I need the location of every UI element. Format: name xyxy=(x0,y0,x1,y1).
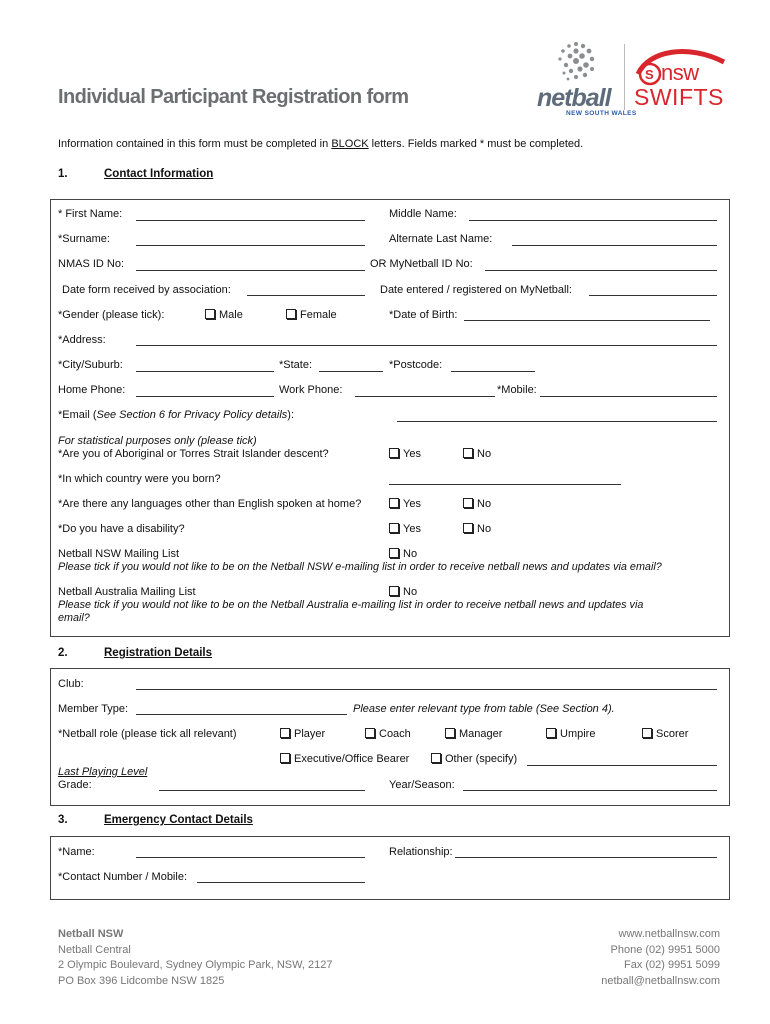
checkbox-icon[interactable] xyxy=(205,309,215,319)
home-phone-label: Home Phone: xyxy=(58,384,126,396)
role-coach-option[interactable]: Coach xyxy=(365,728,411,740)
mobile-label: *Mobile: xyxy=(497,384,537,396)
nsw-wordmark: nsw xyxy=(661,60,699,85)
footer-address xyxy=(58,927,333,989)
nsw-mailing-label: Netball NSW Mailing List xyxy=(58,548,180,560)
postcode-label: *Postcode: xyxy=(389,359,443,371)
city-label: *City/Suburb: xyxy=(58,359,123,371)
footer-line4: PO Box 396 Lidcombe NSW 1825 xyxy=(58,974,225,987)
intro-text: Information contained in this form must be completed in BLOCK letters. Fields marked * must be completed. xyxy=(58,138,584,150)
languages-no-option[interactable]: No xyxy=(463,498,491,510)
checkbox-icon[interactable] xyxy=(280,753,290,763)
nsw-mailing-note: Please tick if you would not like to be on the Netball NSW e-mailing list in order to receive netball news and updates via email? xyxy=(58,561,662,573)
footer-contact xyxy=(601,927,720,989)
aus-mailing-note-end: email? xyxy=(58,612,90,624)
nmas-id-field[interactable] xyxy=(136,270,365,271)
checkbox-icon[interactable] xyxy=(389,586,399,596)
member-type-note: Please enter relevant type from table (See Section 4). xyxy=(353,703,615,715)
emergency-name-label: *Name: xyxy=(58,846,95,858)
checkbox-icon[interactable] xyxy=(445,728,455,738)
postcode-field[interactable] xyxy=(451,371,535,372)
footer-fax: Fax (02) 9951 5099 xyxy=(623,959,720,971)
checkbox-icon[interactable] xyxy=(463,498,473,508)
netball-role-label: *Netball role (please tick all relevant) xyxy=(58,728,237,740)
disability-no-option[interactable]: No xyxy=(463,523,491,535)
middle-name-field[interactable] xyxy=(469,220,717,221)
mobile-field[interactable] xyxy=(540,396,717,397)
section1-title: Contact Information xyxy=(104,168,214,180)
aboriginal-question: *Are you of Aboriginal or Torres Strait Islander descent? xyxy=(58,448,329,460)
disability-yes-option[interactable]: Yes xyxy=(389,523,421,535)
contact-number-field[interactable] xyxy=(197,882,365,883)
footer-line3: 2 Olympic Boulevard, Sydney Olympic Park, NSW, 2127 xyxy=(58,959,333,971)
emergency-name-field[interactable] xyxy=(136,857,365,858)
relationship-field[interactable] xyxy=(455,857,717,858)
form-title: Individual Participant Registration form xyxy=(58,86,409,108)
year-season-label: Year/Season: xyxy=(389,779,455,791)
role-executive-option[interactable]: Executive/Office Bearer xyxy=(280,753,409,765)
role-other-option[interactable]: Other (specify) xyxy=(431,753,517,765)
club-field[interactable] xyxy=(136,689,717,690)
netball-wordmark: netball xyxy=(537,84,611,112)
checkbox-icon[interactable] xyxy=(389,548,399,558)
checkbox-icon[interactable] xyxy=(389,448,399,458)
checkbox-icon[interactable] xyxy=(286,309,296,319)
footer-email: netball@netballnsw.com xyxy=(601,974,720,987)
disability-question: *Do you have a disability? xyxy=(58,523,185,535)
svg-text:S: S xyxy=(645,67,654,82)
swifts-wordmark: SWIFTS xyxy=(634,84,724,110)
state-field[interactable] xyxy=(319,371,383,372)
last-playing-level-heading: Last Playing Level xyxy=(58,766,148,778)
middle-name-label: Middle Name: xyxy=(389,208,457,220)
footer-phone: Phone (02) 9951 5000 xyxy=(610,943,720,956)
alternate-last-name-field[interactable] xyxy=(512,245,717,246)
email-label: *Email (See Section 6 for Privacy Policy details): xyxy=(58,409,295,421)
alternate-last-name-label: Alternate Last Name: xyxy=(389,233,493,245)
date-received-field[interactable] xyxy=(247,295,365,296)
checkbox-icon[interactable] xyxy=(431,753,441,763)
checkbox-icon[interactable] xyxy=(365,728,375,738)
address-label: *Address: xyxy=(58,334,106,346)
grade-label: Grade: xyxy=(58,779,92,791)
mynetball-id-label: OR MyNetball ID No: xyxy=(370,258,473,270)
gender-male-option[interactable]: Male xyxy=(205,309,243,321)
contact-number-label: *Contact Number / Mobile: xyxy=(58,871,187,883)
aus-mailing-no-option[interactable]: No xyxy=(389,586,417,598)
logo-divider xyxy=(624,44,625,110)
checkbox-icon[interactable] xyxy=(642,728,652,738)
home-phone-field[interactable] xyxy=(136,396,274,397)
role-player-option[interactable]: Player xyxy=(280,728,325,740)
role-manager-option[interactable]: Manager xyxy=(445,728,502,740)
nmas-id-label: NMAS ID No: xyxy=(58,258,125,270)
year-season-field[interactable] xyxy=(463,790,717,791)
dob-field[interactable] xyxy=(464,320,710,321)
statistical-note: For statistical purposes only (please tick) xyxy=(58,435,257,447)
date-entered-label: Date entered / registered on MyNetball: xyxy=(380,284,572,296)
gender-female-option[interactable]: Female xyxy=(286,309,337,321)
state-label: *State: xyxy=(279,359,313,371)
email-field[interactable] xyxy=(397,421,717,422)
checkbox-icon[interactable] xyxy=(546,728,556,738)
languages-yes-option[interactable]: Yes xyxy=(389,498,421,510)
section1-number: 1. xyxy=(58,168,68,180)
checkbox-icon[interactable] xyxy=(389,498,399,508)
first-name-label: * First Name: xyxy=(58,208,123,220)
aboriginal-no-option[interactable]: No xyxy=(463,448,491,460)
section3-number: 3. xyxy=(58,814,68,826)
checkbox-icon[interactable] xyxy=(463,523,473,533)
role-other-field[interactable] xyxy=(527,765,717,766)
role-scorer-option[interactable]: Scorer xyxy=(642,728,688,740)
checkbox-icon[interactable] xyxy=(280,728,290,738)
footer-line2: Netball Central xyxy=(58,943,131,956)
nsw-mailing-no-option[interactable]: No xyxy=(389,548,417,560)
mynetball-id-field[interactable] xyxy=(485,270,717,271)
checkbox-icon[interactable] xyxy=(463,448,473,458)
grade-field[interactable] xyxy=(159,790,365,791)
role-umpire-option[interactable]: Umpire xyxy=(546,728,595,740)
aus-mailing-label: Netball Australia Mailing List xyxy=(58,586,196,598)
footer-web: www.netballnsw.com xyxy=(618,928,720,940)
netball-ball-icon xyxy=(552,38,600,86)
club-label: Club: xyxy=(58,678,84,690)
surname-label: *Surname: xyxy=(58,233,110,245)
checkbox-icon[interactable] xyxy=(389,523,399,533)
date-received-label: Date form received by association: xyxy=(62,284,231,296)
dob-label: *Date of Birth: xyxy=(389,309,458,321)
city-field[interactable] xyxy=(136,371,274,372)
first-name-field[interactable] xyxy=(136,220,365,221)
date-entered-field[interactable] xyxy=(589,295,717,296)
country-born-question: *In which country were you born? xyxy=(58,473,221,485)
gender-label: *Gender (please tick): xyxy=(58,309,165,321)
country-born-field[interactable] xyxy=(389,484,621,485)
footer-org: Netball NSW xyxy=(58,928,124,940)
surname-field[interactable] xyxy=(136,245,365,246)
work-phone-label: Work Phone: xyxy=(279,384,343,396)
section2-title: Registration Details xyxy=(104,647,212,659)
address-field[interactable] xyxy=(136,345,717,346)
aus-mailing-note: Please tick if you would not like to be on the Netball Australia e-mailing list in order to receive netball news and updates via xyxy=(58,599,644,611)
aboriginal-yes-option[interactable]: Yes xyxy=(389,448,421,460)
netball-nsw-subtitle: NEW SOUTH WALES xyxy=(566,110,637,117)
section2-number: 2. xyxy=(58,647,68,659)
languages-question: *Are there any languages other than English spoken at home? xyxy=(58,498,362,510)
work-phone-field[interactable] xyxy=(355,396,495,397)
section3-title: Emergency Contact Details xyxy=(104,814,253,826)
member-type-field[interactable] xyxy=(136,714,347,715)
member-type-label: Member Type: xyxy=(58,703,129,715)
relationship-label: Relationship: xyxy=(389,846,453,858)
